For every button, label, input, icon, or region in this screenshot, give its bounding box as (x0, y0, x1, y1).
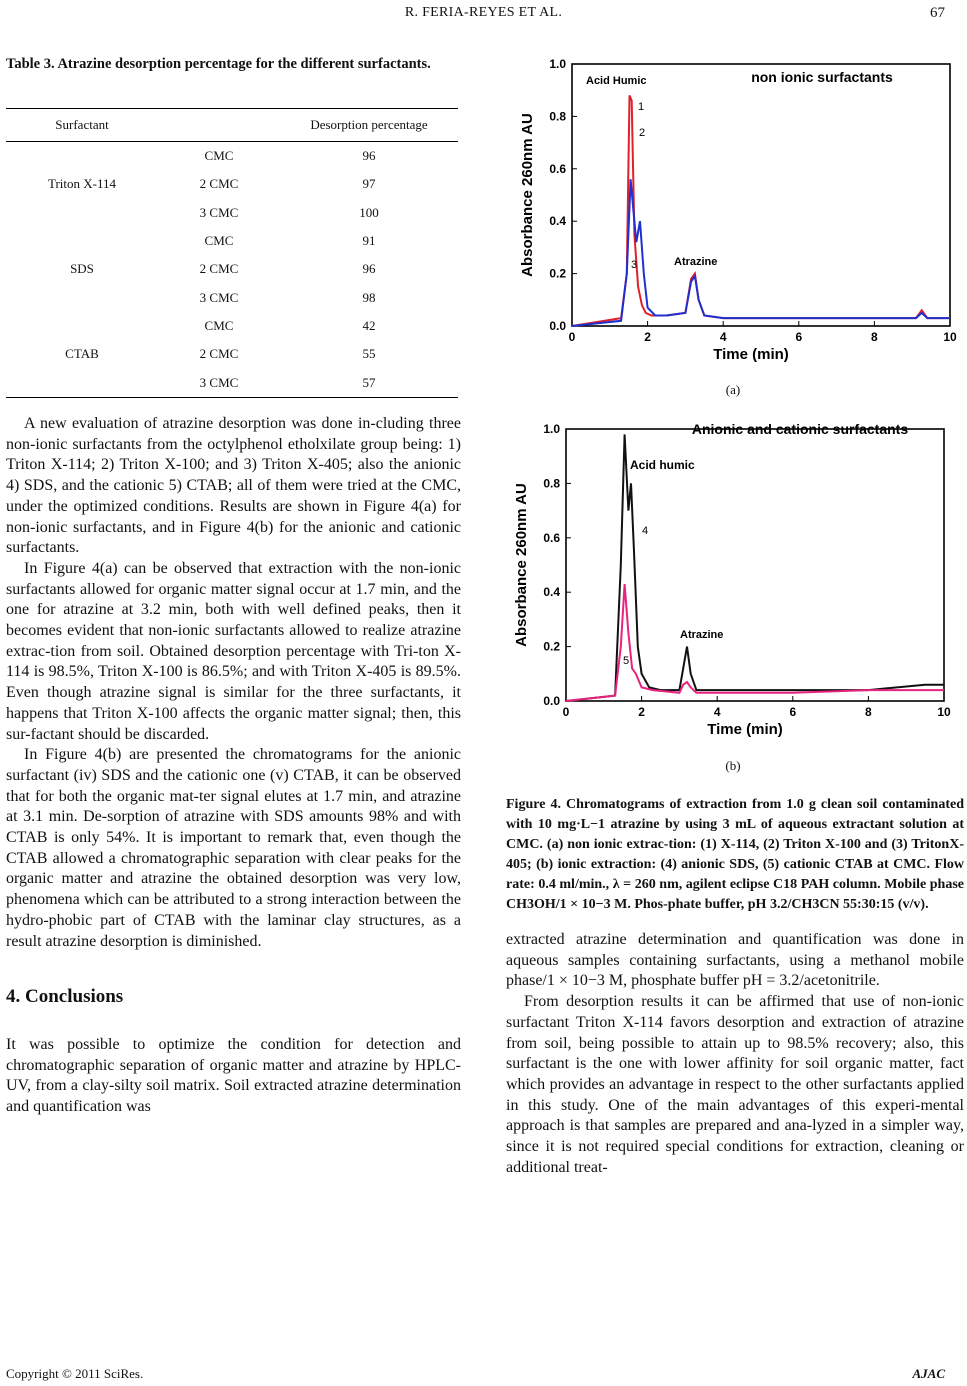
y-tick-label: 1.0 (549, 57, 566, 71)
figure-caption: Figure 4. Chromatograms of extraction from 1.0 g clean soil contaminated with 10 mg·L−1 atrazine by using 3 mL of aqueous extractant solution at CMC. (a) non ionic extrac-tion: (1) X-114, (2) Triton X-100 and (3) TritonX-405; (b) ionic extraction: (4) anionic SDS, (5) cationic CTAB at CMC. Flow rate: 0.4 ml/min., λ = 260 nm, agilent eclipse C18 PAH column. Mobile phase CH3OH/1 × 10−3 M. Phos-phate buffer, pH 3.2/CH3CN 55:30:15 (v/v). (506, 797, 964, 912)
y-tick-label: 0.2 (543, 639, 560, 654)
table-cell: 2 CMC (199, 346, 239, 362)
table-cell: CMC (204, 148, 234, 164)
chart-annotation: 2 (639, 127, 646, 139)
chart-annotation: 4 (642, 525, 649, 537)
section-heading: 4. Conclusions (6, 986, 124, 1007)
y-tick-label: 0.2 (549, 266, 566, 281)
y-tick-label: 0.4 (549, 214, 566, 229)
chart-annotation: 3 (631, 259, 638, 271)
paragraph: A new evaluation of atrazine desorption was done in-cluding three non-ionic surfactants from the octylphenol etholxilate group being: 1) Triton X-114; 2) Triton X-100; and 3) Triton X-405; also the anionic 4) SDS, and the cationic 5) CTAB; all of them were tried at the CMC, under the optimized conditions. Results are shown in Figure 4(a) for non-ionic surfactants, and in Figure 4(b) for the anionic and cationic surfactants. (6, 415, 461, 557)
chart-a (506, 50, 966, 370)
x-tick-label: 8 (865, 705, 872, 719)
y-tick-label: 0.0 (543, 694, 560, 708)
table-caption: Table 3. Atrazine desorption percentage for the different surfactants. (6, 56, 431, 72)
x-tick-label: 10 (937, 705, 951, 719)
y-axis-label: Absorbance 260nm AU (513, 483, 530, 647)
journal-name: AJAC (912, 1366, 945, 1381)
y-tick-label: 0.6 (549, 161, 566, 176)
surfactant-name: CTAB (6, 312, 158, 397)
left-column-text (6, 414, 461, 952)
figure-panel-label: (a) (725, 382, 741, 397)
table-header (158, 109, 280, 142)
table-cell: 100 (359, 204, 379, 220)
copyright: Copyright © 2011 SciRes. (6, 1366, 144, 1381)
y-tick-label: 0.8 (543, 476, 560, 491)
series-line (566, 584, 944, 701)
x-tick-label: 10 (943, 330, 957, 344)
x-tick-label: 0 (568, 330, 576, 344)
x-tick-label: 4 (713, 705, 721, 719)
chart-annotation: Acid humic (630, 458, 695, 472)
paragraph: extracted atrazine determination and quantification was done in aqueous samples containing surfactants, using a methanol mobile phase/1 × 10−3 M, phosphate buffer pH = 3.2/acetonitrile. (506, 931, 964, 990)
x-axis-label: Time (min) (707, 721, 783, 738)
chart-title: Anionic and cationic surfactants (691, 421, 909, 437)
y-axis-label: Absorbance 260nm AU (519, 113, 536, 277)
table-cell: 91 (362, 233, 376, 249)
paragraph: In Figure 4(b) are presented the chromatograms for the anionic surfactant (iv) SDS and the cationic one (v) CTAB, it can be observed that for both the organic mat-ter signal elutes at 1.7 min, and atrazine at 3.1 min. De-sorption of atrazine with SDS amounts 98% and with CTAB is only 54%. It is important to remark that, even though the CTAB allowed a chromatographic separation with clear peaks for the organic matter and atrazine the obtained desorption was very low, phenomena which can be attributed to a strong interaction between the hydro-phobic part of CTAB with the laminar clay structures, as a result atrazine desorption is diminished. (6, 746, 461, 950)
chart-b (506, 415, 966, 750)
y-tick-label: 0.6 (543, 530, 560, 545)
right-column-text (506, 930, 964, 1178)
paragraph: In Figure 4(a) can be observed that extraction with the non-ionic surfactants allowed for organic matter signal occur at 1.7 min, and the one for atrazine at 3.2 min, both with well defined peaks, then it becomes evident that non-ionic surfactants allowed to realize atrazine extrac-tion from soil. Obtained desorption percentage with Tri-ton X-114 is 98.5%, Triton X-100 is 86.5%; and with Triton X-405 is 89.5%. Even though atrazine signal is similar for the three surfactants, it happens that Triton X-100 affects the organic matter signal; then, this sur-factant should be discarded. (6, 559, 461, 743)
table-cell: 42 (362, 317, 376, 333)
table-cell: 2 CMC (199, 176, 239, 192)
chart-annotation: 5 (623, 655, 630, 667)
x-tick-label: 0 (562, 705, 570, 719)
table-cell: CMC (204, 233, 234, 249)
table-row (6, 142, 458, 171)
table-cell: 3 CMC (158, 368, 280, 397)
chart-annotation: 1 (638, 101, 645, 113)
x-tick-label: 4 (719, 330, 727, 344)
x-tick-label: 8 (871, 330, 878, 344)
surfactant-name: SDS (70, 261, 94, 277)
y-tick-label: 0.0 (549, 319, 566, 333)
chart-title: non ionic surfactants (751, 69, 893, 85)
table-cell: 3 CMC (199, 204, 239, 220)
table-row (6, 227, 458, 255)
figure-panel-label: (b) (725, 758, 741, 773)
conclusions-text (6, 1035, 461, 1118)
table-row (6, 312, 458, 340)
page-number: 67 (930, 5, 945, 21)
table-cell: 97 (362, 176, 376, 192)
table-cell: CMC (204, 317, 234, 333)
table-cell: 3 CMC (199, 289, 239, 305)
y-tick-label: 1.0 (543, 422, 560, 436)
x-tick-label: 6 (795, 330, 803, 344)
chart-annotation: Atrazine (674, 256, 718, 268)
table-cell: 96 (362, 261, 376, 277)
table-header: Surfactant (6, 109, 158, 142)
chart-annotation: Atrazine (680, 629, 724, 641)
surfactant-name: Triton X-114 (47, 176, 117, 192)
table-cell: 2 CMC (199, 261, 239, 277)
paragraph: It was possible to optimize the condition for detection and chromatographic separation of organic matter and atrazine by HPLC-UV, from a clay-silty soil matrix. Soil extracted atrazine determination and quantification was (6, 1036, 461, 1116)
y-tick-label: 0.8 (549, 109, 566, 124)
table-cell: 55 (362, 346, 376, 362)
x-tick-label: 2 (644, 330, 651, 344)
table-cell: 57 (280, 368, 458, 397)
table-header: Desorption percentage (280, 109, 458, 142)
table-cell: 98 (362, 289, 376, 305)
paragraph: From desorption results it can be affirmed that use of non-ionic surfactant Triton X-114 favors desorption and extraction of atrazine from soil, being possible to attain up to 98.5% recovery; also, this surfactant is the one with lower affinity for soil organic matter, fact which provides an advantage in respect to the other surfactants applied in this study. One of the main advantages of this experi-mental approach is that samples are prepared and ana-lyzed in a simpler way, since it is not required special conditions for extraction, cleaning or additional treat- (506, 993, 964, 1176)
x-tick-label: 2 (638, 705, 645, 719)
table-cell: 96 (362, 148, 376, 164)
running-header: R. FERIA-REYES ET AL. (404, 5, 563, 20)
chart-annotation: Acid Humic (586, 75, 647, 87)
y-tick-label: 0.4 (543, 585, 560, 600)
desorption-table (6, 108, 458, 398)
x-tick-label: 6 (789, 705, 797, 719)
x-axis-label: Time (min) (713, 346, 789, 363)
